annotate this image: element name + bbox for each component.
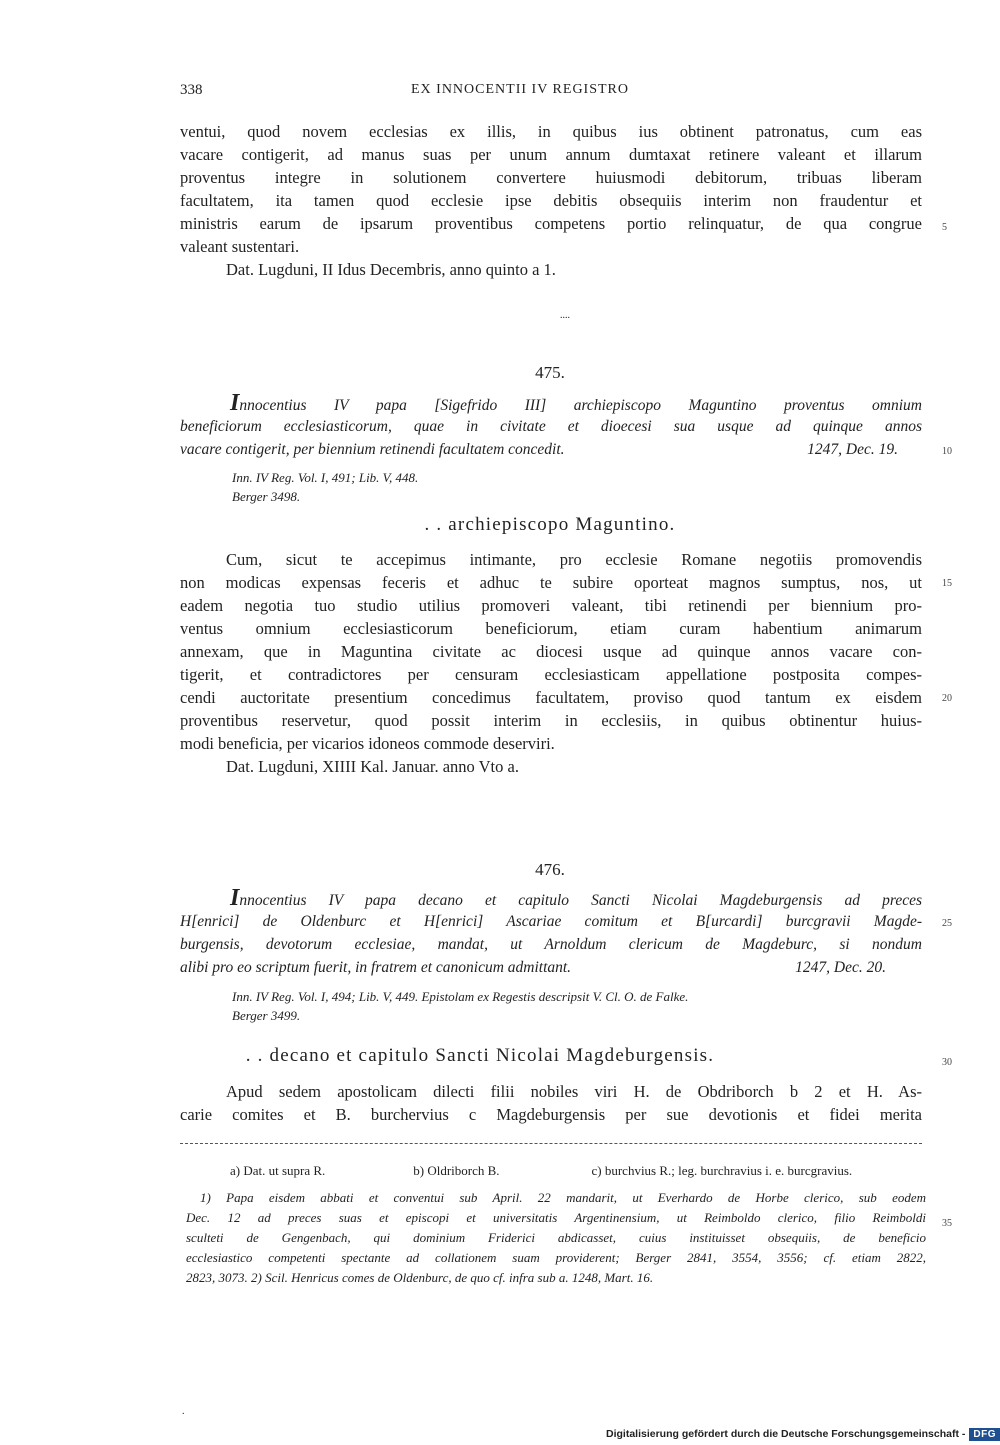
text-line: carie comites et B. burchervius c Magdeburgensis per sue devotionis et fidei merita [180,1105,922,1124]
regest-date: 1247, Dec. 20. [795,959,886,976]
margin-line-number: 35 [942,1218,952,1229]
prev-letter-text [180,120,922,281]
regest-475 [180,392,922,461]
footnote-line: Dec. 12 ad preces suas et episcopi et universitatis Argentinensium, ut Reimboldo clerico, filio Reimboldi [186,1210,926,1225]
textual-notes [230,1163,930,1179]
letter-text-476 [180,1080,922,1126]
note-c: c) burchvius R.; leg. burchravius i. e. burcgravius. [591,1163,853,1178]
dating-clause: Dat. Lugduni, II Idus Decembris, anno quinto a 1. [226,260,556,279]
footnote-line: sculteti de Gengenbach, qui dominium Friderici abdicasset, cuius instituisset obsequiis, de beneficio [186,1230,926,1245]
footnote-line: ecclesiastico competenti spectante ad collationem suam providerent; Berger 2841, 3554, 3556; cf. etiam 2822, [186,1250,926,1265]
sources-476 [232,987,688,1025]
note-a: a) Dat. ut supra R. [230,1163,326,1178]
margin-line-number: 30 [942,1057,952,1068]
dfg-banner [606,1425,1000,1443]
source-line: Berger 3499. [232,1008,301,1023]
section-separator: .... [560,310,570,321]
text-line: vacare contigerit, ad manus suas per unum annum dumtaxat retinere valeant et illarum [180,145,922,164]
page-number: 338 [180,82,203,98]
regest-line: burgensis, devotorum ecclesiae, mandat, ut Arnoldum clericum de Magdeburc, si nondum [180,936,922,953]
margin-line-number: 20 [942,693,952,704]
document-number-475: 475. [535,363,565,382]
banner-text: Digitalisierung gefördert durch die Deutsche Forschungsgemeinschaft - [606,1428,966,1440]
margin-line-number: 15 [942,578,952,589]
bottom-mark: . [182,1406,185,1417]
text-line: non modicas expensas feceris et adhuc te subire oporteat magnos sumptus, nos, ut [180,573,922,592]
drop-cap: I [230,887,240,910]
regest-line: beneficiorum ecclesiasticorum, quae in civitate et dioecesi sua usque ad quinque annos [180,418,922,435]
address-476: . . decano et capitulo Sancti Nicolai Magdeburgensis. [245,1045,715,1066]
text-line: modi beneficia, per vicarios idoneos commode deserviri. [180,734,555,753]
margin-line-number: 25 [942,918,952,929]
regest-line: alibi pro eo scriptum fuerit, in fratrem et canonicum admittant. 1247, Dec. 20. [180,956,922,979]
running-title: EX INNOCENTII IV REGISTRO [411,82,629,97]
regest-line: Innocentius IV papa [Sigefrido III] archiepiscopo Maguntino proventus omnium [230,392,922,415]
text-line: ventus omnium ecclesiasticorum beneficiorum, etiam curam habentium animarum [180,619,922,638]
text-line: Cum, sicut te accepimus intimante, pro ecclesie Romane negotiis promovendis [226,550,922,569]
regest-line: Innocentius IV papa decano et capitulo Sancti Nicolai Magdeburgensis ad preces [230,887,922,910]
source-line: Inn. IV Reg. Vol. I, 494; Lib. V, 449. Epistolam ex Regestis descripsit V. Cl. O. de Falke. [232,989,689,1004]
sources-475 [232,468,418,506]
dating-clause: Dat. Lugduni, XIIII Kal. Januar. anno Vto a. [226,757,519,776]
regest-line: H[enrici] de Oldenburc et H[enrici] Ascariae comitum et B[urcardi] burcgravii Magde- [180,913,922,930]
regest-date: 1247, Dec. 19. [807,441,898,458]
letter-text-475 [180,548,922,778]
dfg-logo-icon: DFG [969,1428,1000,1441]
regest-line: vacare contigerit, per biennium retinendi facultatem concedit. 1247, Dec. 19. [180,438,922,461]
document-number-476: 476. [535,860,565,879]
address-475: . . archiepiscopo Maguntino. [424,514,676,535]
text-line: eadem negotia tuo studio utilius promoveri valeant, tibi retinendi per biennium pro- [180,596,922,615]
text-line: Apud sedem apostolicam dilecti filii nobiles viri H. de Obdriborch b 2 et H. As- [226,1082,922,1101]
footnote-line: 2823, 3073. 2) Scil. Henricus comes de Oldenburc, de quo cf. infra sub a. 1248, Mart. 16. [186,1270,654,1285]
footnotes [186,1188,926,1288]
text-line: proventus integre in solutionem convertere huiusmodi debitorum, tribuas liberam [180,168,922,187]
source-line: Berger 3498. [232,489,301,504]
text-line: proventibus reservetur, quod possit interim in ecclesiis, in quibus obtinentur huius- [180,711,922,730]
note-b: b) Oldriborch B. [413,1163,500,1178]
text-line: ministris earum de ipsarum proventibus competens portio relinquatur, de qua congrue [180,214,922,233]
text-line: ventui, quod novem ecclesias ex illis, in quibus ius obtinent patronatus, cum eas [180,122,922,141]
text-line: valeant sustentari. [180,237,300,256]
regest-476 [180,887,922,979]
margin-line-number: 10 [942,446,952,457]
text-line: tigerit, et contradictores per censuram ecclesiasticam appellatione postposita compes- [180,665,922,684]
text-line: facultatem, ita tamen quod ecclesie ipse debitis obsequiis interim non fraudentur et [180,191,922,210]
text-line: annexam, que in Maguntina civitate ac diocesi usque ad quinque annos vacare con- [180,642,922,661]
drop-cap: I [230,392,240,415]
source-line: Inn. IV Reg. Vol. I, 491; Lib. V, 448. [232,470,419,485]
text-line: cendi auctoritate presentium concedimus facultatem, proviso quod tantum ex eisdem [180,688,922,707]
footnote-line: 1) Papa eisdem abbati et conventui sub April. 22 mandarit, ut Everhardo de Horbe clerico, sub eodem [200,1190,926,1205]
margin-line-number: 5 [942,222,947,233]
footnote-rule [180,1143,922,1144]
